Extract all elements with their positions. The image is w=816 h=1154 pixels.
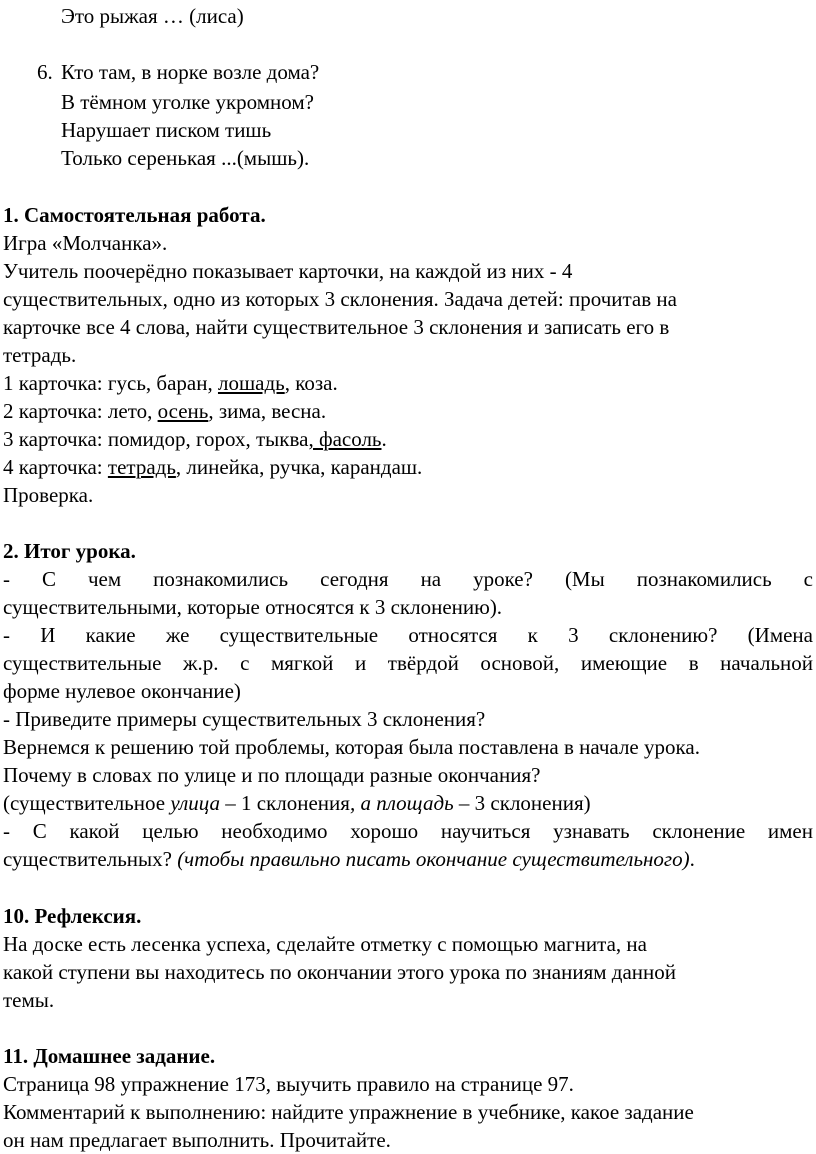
section-heading: 1. Самостоятельная работа. [3,203,266,227]
card-line: 3 карточка: помидор, горох, тыква, фасоль. [3,427,387,451]
riddle-number: 6. [37,60,53,84]
paragraph-line: существительными, которые относятся к 3 склонению). [3,595,503,619]
paragraph-line: Страница 98 упражнение 173, выучить правило на странице 97. [3,1072,574,1096]
paragraph-line: Комментарий к выполнению: найдите упражнение в учебнике, какое задание [3,1100,694,1124]
paragraph-line: существительных, одно из которых 3 склонения. Задача детей: прочитав на [3,287,677,311]
paragraph-line: - И какие же существительные относятся к 3 склонению? (Имена [3,623,813,647]
card-line: 2 карточка: лето, осень, зима, весна. [3,399,327,423]
section-heading: 11. Домашнее задание. [3,1044,216,1068]
section-heading: 2. Итог урока. [3,539,136,563]
paragraph-line: тетрадь. [3,343,77,367]
paragraph-line: Вернемся к решению той проблемы, которая была поставлена в начале урока. [3,735,700,759]
paragraph-line: На доске есть лесенка успеха, сделайте отметку с помощью магнита, на [3,932,647,956]
paragraph-line: карточке все 4 слова, найти существительное 3 склонения и записать его в [3,315,670,339]
riddle-line: Кто там, в норке возле дома? [61,60,320,84]
riddle-line: Нарушает писком тишь [61,118,272,142]
answer-line: (существительное улица – 1 склонения, а площадь – 3 склонения) [3,791,591,815]
game-title: Игра «Молчанка». [3,231,168,255]
paragraph-line: существительные ж.р. с мягкой и твёрдой основой, имеющие в начальной [3,651,813,675]
poem-line: Это рыжая … (лиса) [61,4,244,28]
paragraph-line: какой ступени вы находитесь по окончании этого урока по знаниям данной [3,960,677,984]
riddle-line: В тёмном уголке укромном? [61,90,315,114]
paragraph-line: он нам предлагает выполнить. Прочитайте. [3,1128,391,1152]
card-line: 4 карточка: тетрадь, линейка, ручка, карандаш. [3,455,423,479]
paragraph-line: Учитель поочерёдно показывает карточки, на каждой из них - 4 [3,259,573,283]
paragraph-line: Почему в словах по улице и по площади разные окончания? [3,763,541,787]
riddle-line: Только серенькая ...(мышь). [61,146,310,170]
paragraph-line: - С какой целью необходимо хорошо научиться узнавать склонение имен [3,819,813,843]
check-line: Проверка. [3,483,94,507]
paragraph-line: форме нулевое окончание) [3,679,241,703]
paragraph-line: - С чем познакомились сегодня на уроке? (Мы познакомились с [3,567,813,591]
paragraph-line: темы. [3,988,55,1012]
paragraph-line: существительных? (чтобы правильно писать окончание существительного). [3,847,695,871]
riddle-6 [3,58,813,86]
paragraph-line: - Приведите примеры существительных 3 склонения? [3,707,486,731]
card-line: 1 карточка: гусь, баран, лошадь, коза. [3,371,338,395]
section-heading: 10. Рефлексия. [3,904,142,928]
